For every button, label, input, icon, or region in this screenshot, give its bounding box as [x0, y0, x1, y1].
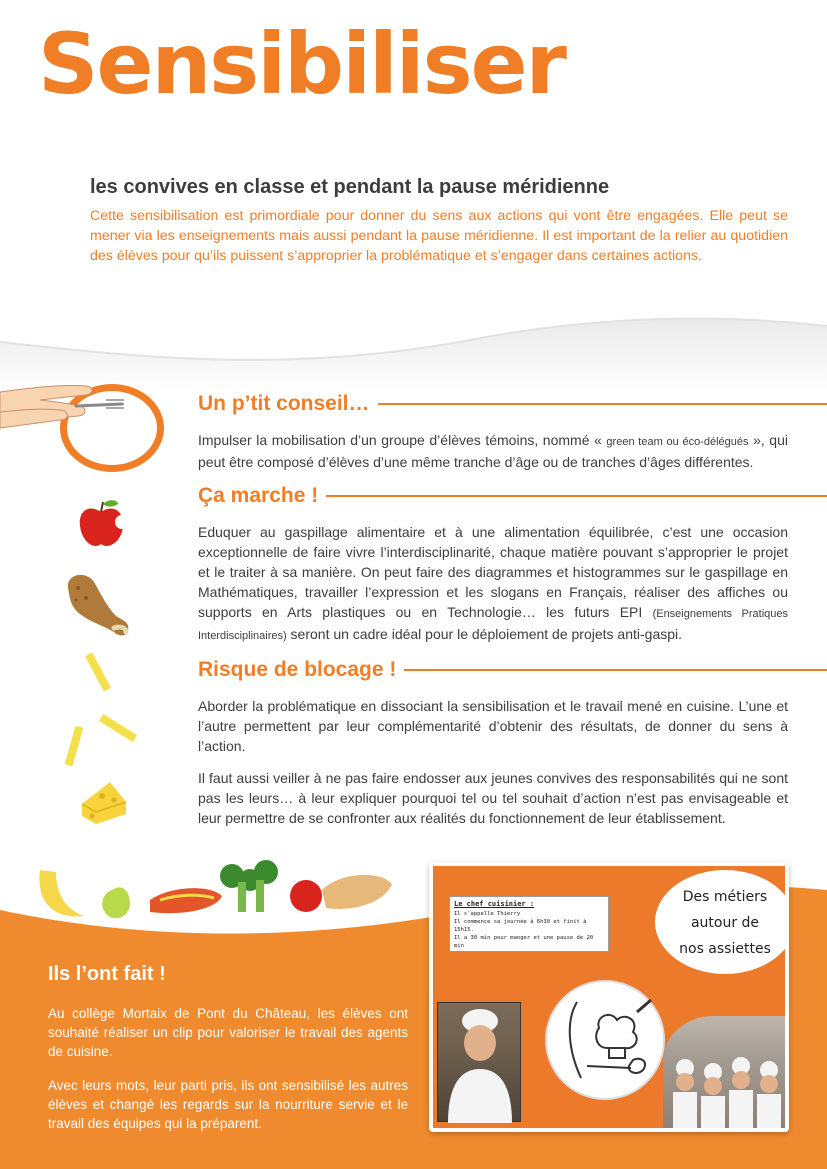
- poster-photo: [429, 862, 789, 1132]
- bubble-line-1: Des métiers: [682, 889, 768, 905]
- section-heading-marche-label: Ça marche !: [198, 484, 319, 507]
- conseil-paragraph: [198, 430, 788, 472]
- marche-text-a: Eduquer au gaspillage alimentaire et à une alimentation équilibrée, c’est une occasion exceptionnelle de faire vivre l’interdisciplinarité, chaque matière pouvant s’approprier le projet et le traiter à sa manière. On peut faire des diagrammes et histogrammes sur le gaspillage en Mathématiques, travailler l’expression et les slogans en Français, réaliser des affiches ou supports en Arts plastiques ou en Technologie… les futurs EPI: [198, 524, 788, 620]
- chef-note-title: Le chef cuisinier :: [454, 900, 535, 908]
- top-wave-divider: [0, 300, 827, 390]
- blocage-paragraph-2: Il faut aussi veiller à ne pas faire endosser aux jeunes convives des responsabilités qui ne sont pas les leurs… à leur expliquer pourquoi tel ou tel souhait d’action n’est pas envisageable et leur permettre de se confronter aux réalités du fonctionnement de leur établissement.: [198, 770, 788, 826]
- page-subtitle: les convives en classe et pendant la pause méridienne: [90, 176, 610, 198]
- section-heading-marche: [198, 484, 827, 508]
- conseil-text-b: », qui peut être composé d’élèves d’une même tranche d’âge ou de tranches d’âges différentes.: [198, 432, 788, 470]
- utensils-icon: [547, 982, 663, 1098]
- blocage-paragraph-1: Aborder la problématique en dissociant la sensibilisation et le travail mené en cuisine. L’une et l’autre permettent par leur complémentarité d’obtenir des résultats, de donner du sens à l’action.: [198, 698, 788, 754]
- team-figures: [663, 1016, 785, 1128]
- ils-ont-fait-heading: Ils l’ont fait !: [48, 963, 166, 985]
- chef-note-card: [449, 896, 609, 952]
- kitchen-utensils-plate: [545, 980, 665, 1100]
- french-fries-icon: [62, 650, 140, 768]
- apple-icon: [76, 498, 126, 550]
- bubble-line-2: autour de: [690, 915, 760, 931]
- marche-text-small: (Enseignements Pratiques Interdisciplinaires): [198, 608, 788, 642]
- chef-note-line: Il s'appelle Thierry: [454, 911, 521, 917]
- section-heading-conseil-label: Un p’tit conseil…: [198, 392, 370, 415]
- bubble-line-3: nos assiettes: [679, 941, 771, 957]
- marche-text-b: seront un cadre idéal pour le déploiement de projets anti-gaspi.: [286, 626, 683, 642]
- chef-note-line: Il commence sa journée à 6h30 et finit à 15h15.: [454, 919, 587, 933]
- ils-ont-fait-paragraph-2: Avec leurs mots, leur parti pris, ils ont sensibilisé les autres élèves et changé les regards sur la nourriture servie et le travail des équipes qui la préparent.: [48, 1078, 408, 1131]
- chef-figure: [438, 1003, 522, 1123]
- section-heading-blocage: [198, 658, 827, 682]
- plate-with-hand-icon: [0, 378, 172, 478]
- section-heading-conseil: [198, 392, 827, 416]
- section-heading-blocage-label: Risque de blocage !: [198, 658, 397, 681]
- section-heading-rule: [404, 669, 827, 671]
- intro-paragraph: Cette sensibilisation est primordiale pour donner du sens aux actions qui vont être engagées. Elle peut se mener via les enseignements mais aussi pendant la pause méridienne. Il est important de la relier au quotidien des élèves pour qu’ils puissent s’approprier la problématique et s’engager dans certaines actions.: [90, 208, 788, 264]
- speech-bubble: [655, 870, 785, 974]
- cheese-icon: [78, 778, 130, 828]
- ils-ont-fait-paragraph-1: Au collège Mortaix de Pont du Château, les élèves ont souhaité réaliser un clip pour valoriser le travail des agents de cuisine.: [48, 1006, 408, 1059]
- conseil-text-a: Impulser la mobilisation d’un groupe d’élèves témoins, nommé «: [198, 432, 607, 448]
- section-heading-rule: [326, 495, 827, 497]
- marche-paragraph: [198, 522, 788, 646]
- chicken-leg-icon: [60, 570, 132, 640]
- chef-photo: [437, 1002, 521, 1122]
- chef-note-line: Il a 30 min pour manger et une pause de 20 min: [454, 935, 594, 949]
- conseil-text-small: green team ou éco-délégués: [606, 436, 749, 448]
- section-heading-rule: [378, 403, 827, 405]
- page-title: Sensibiliser: [38, 15, 565, 113]
- kitchen-team-photo: [663, 1016, 785, 1128]
- poster: [433, 866, 785, 1128]
